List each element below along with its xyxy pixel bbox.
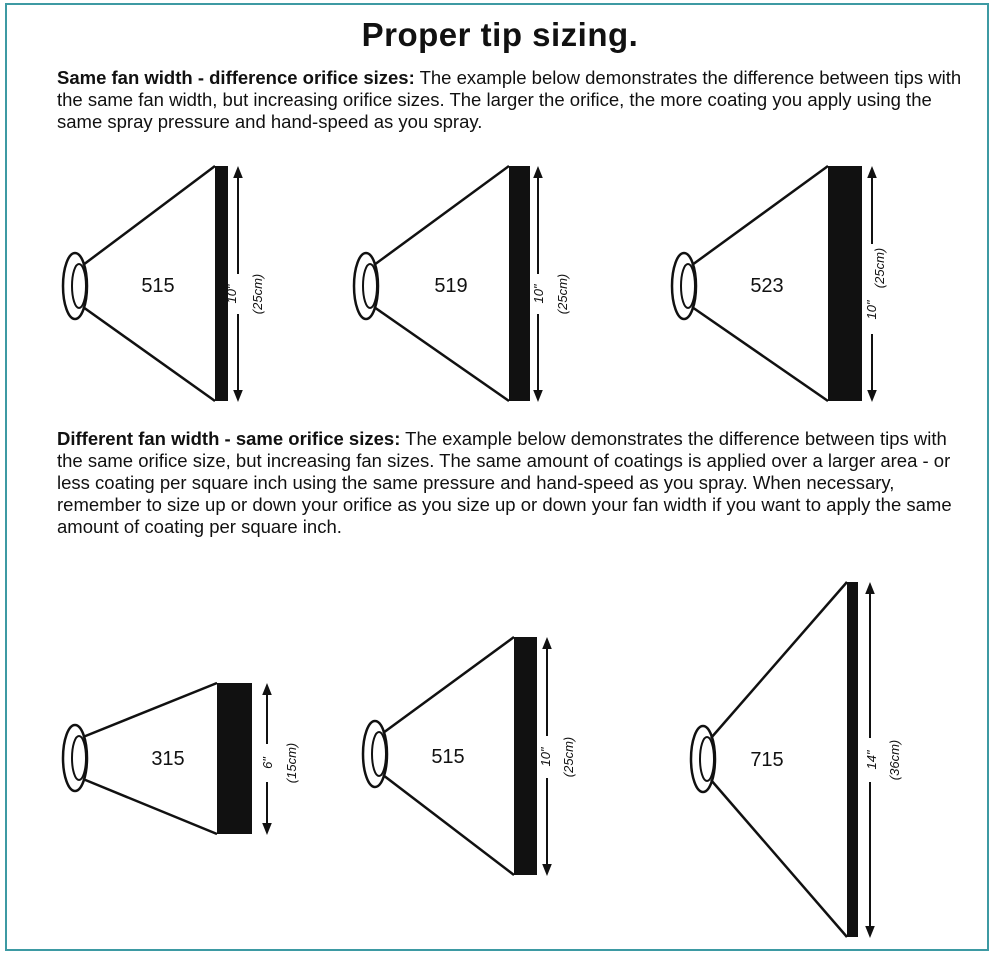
fan-width-metric-label: (36cm) <box>887 739 902 781</box>
fan-width-label: 10" <box>224 284 239 304</box>
fan-width-label: 10" <box>864 300 879 320</box>
fan-width-metric-label: (25cm) <box>555 273 570 315</box>
fan-width-metric-label: (25cm) <box>872 247 887 289</box>
tip-315-fan <box>63 683 299 834</box>
spray-pattern-bar <box>217 683 252 834</box>
spray-pattern-bar <box>847 582 858 937</box>
section2-text: The example below demonstrates the difference between tips with the same orifice size, but increasing fan sizes. The same amount of coatings is applied over a larger area - or less coating per square inch using the same pressure and hand-speed as you spray. When necessary, remember to size up or down your orifice as you size up or down your fan width if you want to apply the same amount of coating per square inch. <box>57 428 952 537</box>
spray-pattern-bar <box>828 166 862 401</box>
fan-width-label: 6" <box>260 757 275 769</box>
tip-715-fan <box>691 582 902 937</box>
tip-label: 523 <box>750 275 784 297</box>
tip-515-fan <box>63 166 265 401</box>
section2-heading: Different fan width - same orifice sizes: <box>57 428 401 449</box>
spray-pattern-bar <box>509 166 530 401</box>
fan-width-metric-label: (15cm) <box>284 742 299 784</box>
fan-width-metric-label: (25cm) <box>250 273 265 315</box>
tip-523-fan <box>672 166 887 401</box>
tip-515-wide-fan <box>363 637 576 875</box>
tip-label: 519 <box>434 275 468 297</box>
fan-width-label: 10" <box>531 284 546 304</box>
fan-width-metric-label: (25cm) <box>561 736 576 778</box>
section1-text: The example below demonstrates the difference between tips with the same fan width, but increasing orifice sizes. The larger the orifice, the more coating you apply using the same spray pressure and hand-speed as you spray. <box>57 67 962 132</box>
tip-519-fan <box>354 166 570 401</box>
spray-pattern-bar <box>514 637 537 875</box>
tip-label: 715 <box>750 749 784 771</box>
tip-label: 315 <box>151 748 185 770</box>
tip-label: 515 <box>431 746 465 768</box>
page-title: Proper tip sizing. <box>361 16 639 53</box>
spray-pattern-bar <box>215 166 228 401</box>
fan-width-label: 14" <box>864 750 879 770</box>
section1-heading: Same fan width - difference orifice sizes: <box>57 67 415 88</box>
fan-width-label: 10" <box>538 747 553 767</box>
tip-label: 515 <box>141 275 175 297</box>
